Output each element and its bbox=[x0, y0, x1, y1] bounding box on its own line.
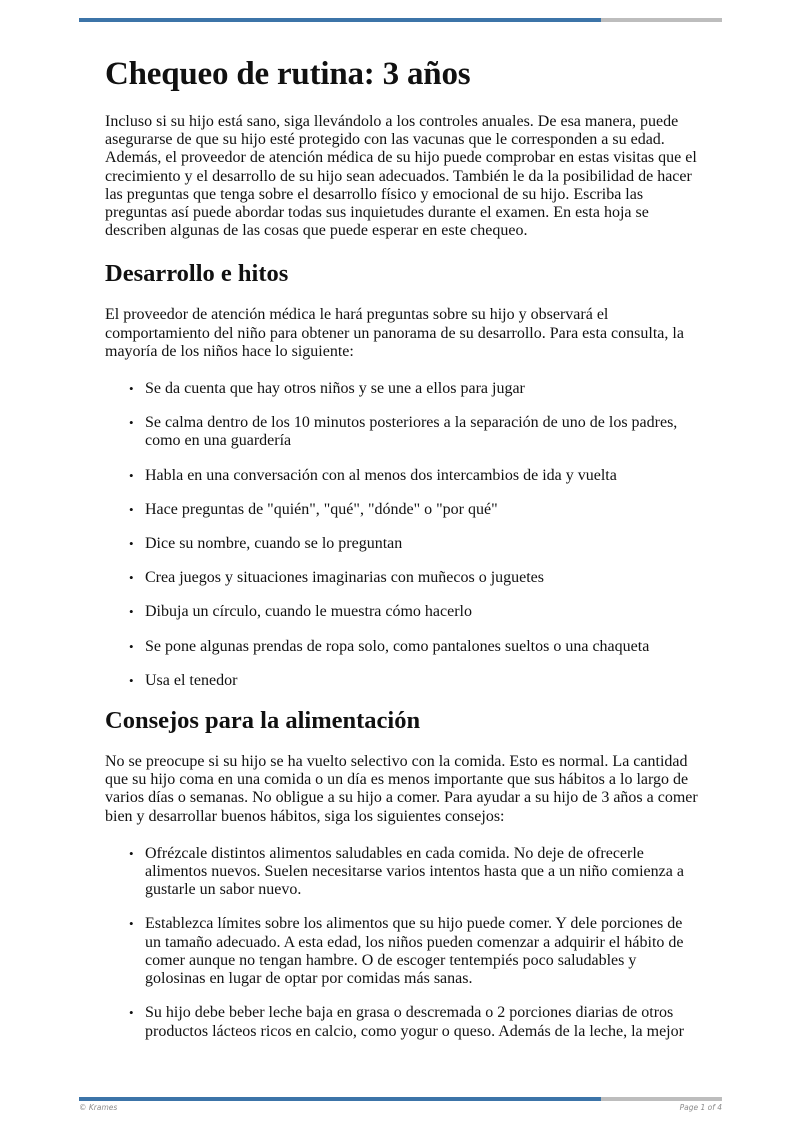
list-item bbox=[129, 414, 700, 450]
bullet-icon: • bbox=[129, 604, 134, 620]
feeding-tips-list bbox=[105, 845, 700, 1041]
copyright-text: © Krames bbox=[79, 1103, 118, 1112]
bullet-icon: • bbox=[129, 638, 134, 654]
section-heading-development: Desarrollo e hitos bbox=[105, 260, 289, 288]
footer-bar-blue-segment bbox=[79, 1097, 601, 1101]
list-item bbox=[129, 603, 700, 621]
bullet-icon: • bbox=[129, 501, 134, 517]
feeding-paragraph: No se preocupe si su hijo se ha vuelto selectivo con la comida. Esto es normal. La cantidad que su hijo coma en una comida o un día es menos importante que sus hábitos a lo largo de varios días o semanas. No obligue a su hijo a comer. Para ayudar a su hijo de 3 años a comer bien y desarrollar buenos hábitos, siga los siguientes consejos: bbox=[105, 753, 698, 825]
header-bar-gray-segment bbox=[601, 18, 722, 22]
bullet-icon: • bbox=[129, 570, 134, 586]
list-item-text: Habla en una conversación con al menos dos intercambios de ida y vuelta bbox=[145, 466, 617, 484]
list-item-text: Se calma dentro de los 10 minutos posteriores a la separación de uno de los padres, como en una guardería bbox=[145, 414, 678, 450]
bullet-icon: • bbox=[129, 536, 134, 552]
list-item-text: Dice su nombre, cuando se lo preguntan bbox=[145, 535, 403, 553]
development-paragraph: El proveedor de atención médica le hará preguntas sobre su hijo y observará el comportamiento del niño para obtener un panorama de su desarrollo. Para esta consulta, la mayoría de los niños hace lo siguiente: bbox=[105, 306, 684, 360]
section-heading-feeding: Consejos para la alimentación bbox=[105, 707, 421, 735]
development-milestones-list bbox=[105, 380, 700, 690]
intro-paragraph: Incluso si su hijo está sano, siga llevándolo a los controles anuales. De esa manera, puede asegurarse de que su hijo esté protegido con las vacunas que le corresponden a su edad. Además, el proveedor de atención médica de su hijo puede comprobar en estas visitas que el crecimiento y el desarrollo de su hijo sean adecuados. También le da la posibilidad de hacer las preguntas que tenga sobre el desarrollo físico y emocional de su hijo. Escriba las preguntas así puede abordar todas sus inquietudes durante el examen. En esta hoja se describen algunas de las cosas que puede esperar en este chequeo. bbox=[105, 113, 697, 240]
footer-bar-gray-segment bbox=[601, 1097, 722, 1101]
page-title: Chequeo de rutina: 3 años bbox=[105, 56, 471, 92]
list-item bbox=[129, 500, 700, 519]
bullet-icon: • bbox=[129, 672, 134, 688]
list-item-text: Se da cuenta que hay otros niños y se une a ellos para jugar bbox=[145, 380, 525, 398]
bullet-icon: • bbox=[129, 916, 134, 932]
page-number: Page 1 of 4 bbox=[679, 1103, 722, 1112]
document-body bbox=[105, 54, 700, 1057]
list-item-text: Dibuja un círculo, cuando le muestra cómo hacerlo bbox=[145, 603, 472, 621]
list-item-text: Usa el tenedor bbox=[145, 671, 238, 689]
list-item bbox=[129, 671, 700, 690]
list-item bbox=[129, 569, 700, 587]
bullet-icon: • bbox=[129, 381, 134, 397]
list-item bbox=[129, 637, 700, 656]
header-bar-blue-segment bbox=[79, 18, 601, 22]
list-item bbox=[129, 1004, 700, 1040]
list-item bbox=[129, 915, 700, 988]
header-accent-bar bbox=[79, 18, 722, 22]
footer-accent-bar bbox=[79, 1097, 722, 1101]
bullet-icon: • bbox=[129, 845, 134, 861]
list-item-text: Hace preguntas de "quién", "qué", "dónde" o "por qué" bbox=[145, 500, 498, 518]
page-footer bbox=[79, 1103, 722, 1112]
bullet-icon: • bbox=[129, 1005, 134, 1021]
list-item-text: Ofrézcale distintos alimentos saludables en cada comida. No deje de ofrecerle alimentos nuevos. Suelen necesitarse varios intentos hasta que a un niño comienza a gustarle un sabor nuevo. bbox=[145, 844, 684, 899]
list-item bbox=[129, 380, 700, 398]
list-item-text: Crea juegos y situaciones imaginarias con muñecos o juguetes bbox=[145, 569, 545, 587]
bullet-icon: • bbox=[129, 415, 134, 431]
list-item bbox=[129, 466, 700, 485]
list-item bbox=[129, 844, 700, 900]
list-item bbox=[129, 535, 700, 553]
list-item-text: Su hijo debe beber leche baja en grasa o descremada o 2 porciones diarias de otros productos lácteos ricos en calcio, como yogur o queso. Además de la leche, la mejor bbox=[145, 1004, 684, 1040]
list-item-text: Se pone algunas prendas de ropa solo, como pantalones sueltos o una chaqueta bbox=[145, 637, 650, 655]
list-item-text: Establezca límites sobre los alimentos que su hijo puede comer. Y dele porciones de un tamaño adecuado. A esta edad, los niños pueden comenzar a adquirir el hábito de comer aunque no tengan hambre. O de escoger tentempiés poco saludables y golosinas en lugar de optar por comidas más sanas. bbox=[145, 915, 684, 988]
bullet-icon: • bbox=[129, 467, 134, 483]
